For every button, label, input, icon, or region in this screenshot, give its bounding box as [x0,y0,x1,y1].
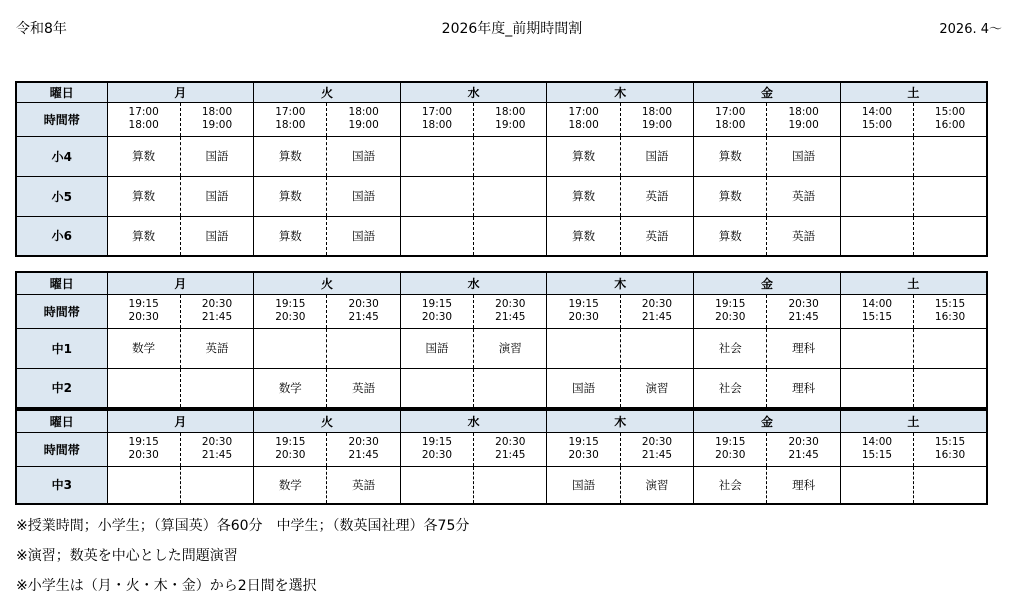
slot-start-time: 15:15 [934,436,966,448]
subject-cell [914,136,987,176]
slot-start-time: 20:30 [495,298,526,310]
subject-cell: 国語 [327,136,400,176]
subject-cell [620,328,693,368]
day-cell: 土 [840,82,987,102]
subject-cell: 算数 [254,216,327,256]
slot-end-time: 20:30 [128,449,159,461]
subject-cell [474,466,547,504]
subject-cell: 国語 [547,368,620,408]
era-label: 令和8年 [16,21,67,37]
slot-start-time: 19:15 [128,298,159,310]
day-header-row [16,82,987,102]
slot-end-time: 21:45 [348,311,379,323]
day-cell: 月 [107,82,254,102]
slot-start-time: 19:15 [715,436,746,448]
day-label: 曜日 [16,272,107,294]
time-slot-cell [254,294,327,328]
grade-label: 小5 [16,176,107,216]
slot-start-time: 19:15 [715,298,746,310]
day-cell: 月 [107,410,254,432]
time-slot-row [16,432,987,466]
subject-cell: 国語 [327,176,400,216]
slot-start-time: 19:15 [568,436,599,448]
time-slot-cell [620,102,693,136]
slot-start-time: 19:15 [275,436,306,448]
subject-cell [914,328,987,368]
slot-start-time: 14:00 [861,106,893,118]
slot-end-time: 16:30 [934,311,966,323]
subject-cell: 算数 [107,216,180,256]
slot-start-time: 20:30 [495,436,526,448]
day-cell: 火 [254,82,401,102]
slot-start-time: 20:30 [348,298,379,310]
day-cell: 木 [547,410,694,432]
subject-cell [914,216,987,256]
grade-label: 中1 [16,328,107,368]
subject-cell [840,136,913,176]
grade-label: 中3 [16,466,107,504]
subject-cell [914,176,987,216]
grade-row [16,466,987,504]
slot-end-time: 18:00 [421,119,453,131]
slot-end-time: 20:30 [568,311,599,323]
slot-end-time: 18:00 [275,119,306,131]
time-slot-row [16,294,987,328]
subject-cell [914,368,987,408]
slot-end-time: 21:45 [495,311,526,323]
subject-cell: 算数 [547,136,620,176]
subject-cell [327,328,400,368]
note-lesson-time: ※授業時間；小学生；（算国英）各60分 中学生；（数英国社理）各75分 [16,518,470,534]
subject-cell: 理科 [767,368,840,408]
slot-end-time: 19:00 [348,119,379,131]
slot-start-time: 20:30 [348,436,379,448]
time-slot-cell [180,102,253,136]
subject-cell: 英語 [620,216,693,256]
note-elementary-choice: ※小学生は（月・火・木・金）から2日間を選択 [16,578,317,594]
slot-start-time: 20:30 [788,436,819,448]
grade-label: 小4 [16,136,107,176]
time-slot-cell [620,432,693,466]
time-slot-cell [694,432,767,466]
subject-cell [400,176,473,216]
slot-start-time: 17:00 [568,106,599,118]
subject-cell [254,328,327,368]
time-slot-cell [914,432,987,466]
slot-start-time: 19:15 [421,298,453,310]
day-header-row [16,272,987,294]
subject-cell [180,368,253,408]
slot-end-time: 16:30 [934,449,966,461]
time-slot-cell [547,294,620,328]
subject-cell: 算数 [107,176,180,216]
day-cell: 水 [400,410,547,432]
grade-label: 中2 [16,368,107,408]
day-cell: 金 [694,82,841,102]
time-slot-cell [400,294,473,328]
subject-cell: 算数 [254,176,327,216]
time-slot-cell [327,102,400,136]
day-cell: 土 [840,272,987,294]
time-slot-cell [254,102,327,136]
subject-cell: 英語 [767,176,840,216]
subject-cell: 算数 [694,216,767,256]
subject-cell: 英語 [180,328,253,368]
subject-cell: 数学 [254,368,327,408]
timetable-junior-high-1-2 [15,271,988,409]
subject-cell: 数学 [254,466,327,504]
slot-end-time: 21:45 [788,311,819,323]
time-slot-cell [327,432,400,466]
subject-cell [914,466,987,504]
time-slot-cell [547,432,620,466]
day-header-row [16,410,987,432]
slot-end-time: 19:00 [788,119,819,131]
slot-end-time: 20:30 [275,449,306,461]
slot-end-time: 21:45 [788,449,819,461]
slot-end-time: 19:00 [495,119,526,131]
subject-cell [474,216,547,256]
slot-start-time: 19:15 [128,436,159,448]
slot-end-time: 15:15 [861,311,893,323]
slot-start-time: 20:30 [201,436,233,448]
subject-cell [547,328,620,368]
slot-start-time: 14:00 [861,298,893,310]
slot-end-time: 21:45 [201,311,233,323]
day-cell: 土 [840,410,987,432]
day-label: 曜日 [16,410,107,432]
subject-cell [840,466,913,504]
time-slot-cell [767,432,840,466]
day-cell: 木 [547,82,694,102]
time-slot-cell [400,432,473,466]
grade-row [16,368,987,408]
day-cell: 火 [254,410,401,432]
grade-row [16,216,987,256]
time-slot-row [16,102,987,136]
subject-cell: 英語 [327,368,400,408]
time-slot-cell [840,102,913,136]
subject-cell: 算数 [254,136,327,176]
time-slot-cell [107,102,180,136]
subject-cell: 国語 [547,466,620,504]
subject-cell: 演習 [620,466,693,504]
subject-cell [400,368,473,408]
slot-end-time: 15:15 [861,449,893,461]
time-slot-cell [767,294,840,328]
time-slot-cell [840,432,913,466]
subject-cell [107,466,180,504]
grade-row [16,136,987,176]
subject-cell: 演習 [474,328,547,368]
slot-start-time: 18:00 [201,106,233,118]
subject-cell: 算数 [694,136,767,176]
time-label: 時間帯 [16,432,107,466]
subject-cell: 国語 [180,176,253,216]
subject-cell: 理科 [767,328,840,368]
slot-end-time: 21:45 [641,311,673,323]
subject-cell: 演習 [620,368,693,408]
slot-start-time: 19:15 [568,298,599,310]
subject-cell: 数学 [107,328,180,368]
time-slot-cell [694,102,767,136]
day-cell: 月 [107,272,254,294]
slot-end-time: 21:45 [641,449,673,461]
slot-start-time: 18:00 [788,106,819,118]
grade-row [16,328,987,368]
subject-cell: 算数 [694,176,767,216]
slot-end-time: 18:00 [715,119,746,131]
time-label: 時間帯 [16,102,107,136]
slot-end-time: 20:30 [421,311,453,323]
timetable-junior-high-3 [15,409,988,505]
subject-cell: 国語 [767,136,840,176]
subject-cell [474,136,547,176]
subject-cell: 社会 [694,466,767,504]
time-label: 時間帯 [16,294,107,328]
timetable-elementary [15,81,988,257]
time-slot-cell [327,294,400,328]
slot-end-time: 20:30 [715,449,746,461]
slot-end-time: 21:45 [201,449,233,461]
subject-cell [840,368,913,408]
slot-start-time: 17:00 [128,106,159,118]
slot-start-time: 14:00 [861,436,893,448]
subject-cell: 算数 [107,136,180,176]
subject-cell: 国語 [180,136,253,176]
day-label: 曜日 [16,82,107,102]
subject-cell [400,136,473,176]
slot-end-time: 18:00 [568,119,599,131]
grade-label: 小6 [16,216,107,256]
slot-end-time: 19:00 [201,119,233,131]
slot-end-time: 20:30 [275,311,306,323]
subject-cell [400,466,473,504]
day-cell: 火 [254,272,401,294]
time-slot-cell [840,294,913,328]
slot-start-time: 19:15 [421,436,453,448]
subject-cell: 英語 [767,216,840,256]
slot-start-time: 18:00 [348,106,379,118]
day-cell: 木 [547,272,694,294]
day-cell: 金 [694,410,841,432]
time-slot-cell [180,432,253,466]
slot-start-time: 18:00 [495,106,526,118]
slot-start-time: 19:15 [275,298,306,310]
time-slot-cell [547,102,620,136]
slot-start-time: 18:00 [641,106,673,118]
subject-cell [474,176,547,216]
slot-end-time: 15:00 [861,119,893,131]
subject-cell: 社会 [694,328,767,368]
day-cell: 金 [694,272,841,294]
time-slot-cell [914,294,987,328]
subject-cell: 社会 [694,368,767,408]
subject-cell: 国語 [327,216,400,256]
subject-cell: 英語 [620,176,693,216]
slot-end-time: 19:00 [641,119,673,131]
time-slot-cell [914,102,987,136]
slot-start-time: 20:30 [641,298,673,310]
time-slot-cell [474,102,547,136]
effective-date: 2026. 4～ [939,22,1002,37]
subject-cell: 英語 [327,466,400,504]
subject-cell: 算数 [547,216,620,256]
time-slot-cell [180,294,253,328]
slot-start-time: 20:30 [641,436,673,448]
slot-start-time: 17:00 [275,106,306,118]
slot-end-time: 20:30 [128,311,159,323]
slot-start-time: 15:00 [934,106,966,118]
time-slot-cell [400,102,473,136]
subject-cell: 国語 [400,328,473,368]
slot-end-time: 21:45 [495,449,526,461]
slot-end-time: 18:00 [128,119,159,131]
subject-cell [840,176,913,216]
day-cell: 水 [400,82,547,102]
subject-cell [840,216,913,256]
time-slot-cell [474,432,547,466]
time-slot-cell [767,102,840,136]
subject-cell: 国語 [620,136,693,176]
day-cell: 水 [400,272,547,294]
time-slot-cell [474,294,547,328]
subject-cell [840,328,913,368]
time-slot-cell [254,432,327,466]
grade-row [16,176,987,216]
slot-end-time: 20:30 [568,449,599,461]
subject-cell [400,216,473,256]
subject-cell: 理科 [767,466,840,504]
subject-cell: 国語 [180,216,253,256]
subject-cell [107,368,180,408]
slot-end-time: 20:30 [715,311,746,323]
subject-cell [180,466,253,504]
time-slot-cell [107,294,180,328]
subject-cell: 算数 [547,176,620,216]
slot-start-time: 17:00 [421,106,453,118]
slot-end-time: 16:00 [934,119,966,131]
slot-start-time: 20:30 [788,298,819,310]
slot-end-time: 21:45 [348,449,379,461]
slot-start-time: 17:00 [715,106,746,118]
time-slot-cell [620,294,693,328]
page-title: 2026年度_前期時間割 [441,21,583,37]
slot-start-time: 20:30 [201,298,233,310]
note-practice: ※演習；数英を中心とした問題演習 [16,548,238,564]
subject-cell [474,368,547,408]
slot-end-time: 20:30 [421,449,453,461]
slot-start-time: 15:15 [934,298,966,310]
time-slot-cell [694,294,767,328]
time-slot-cell [107,432,180,466]
